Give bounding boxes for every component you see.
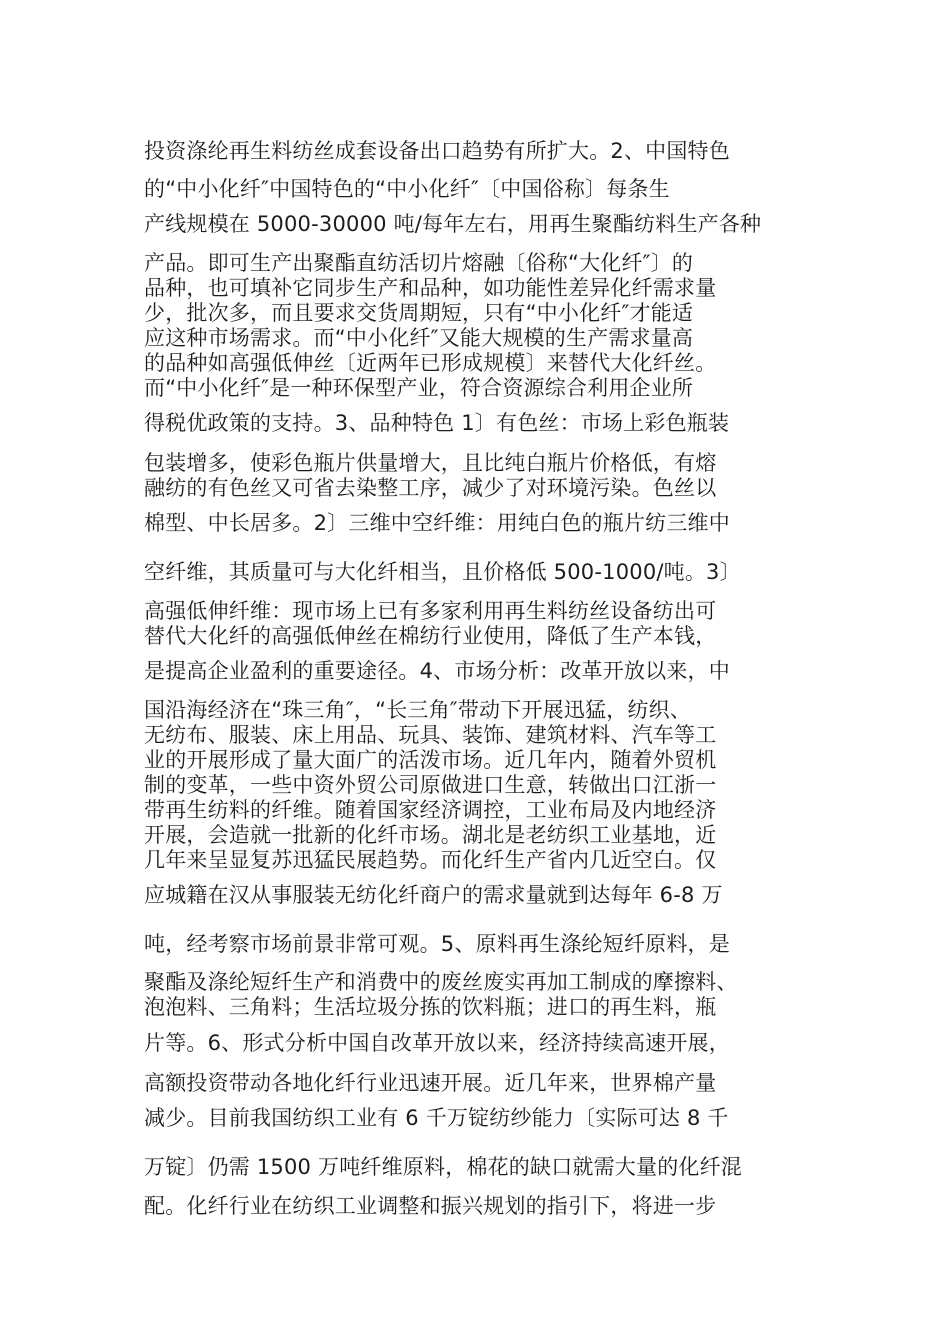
text-line: 融纺的有色丝又可省去染整工序，减少了对环境污染。色丝以: [144, 476, 717, 500]
text-line: 投资涤纶再生料纺丝成套设备出口趋势有所扩大。2、中国特色: [144, 139, 730, 163]
text-line: 几年来呈显复苏迅猛民展趋势。而化纤生产省内几近空白。仅: [144, 848, 717, 872]
text-line: 空纤维，其质量可与大化纤相当，且价格低 500-1000/吨。3〕: [144, 560, 741, 584]
text-line: 的品种如高强低伸丝〔近两年已形成规模〕来替代大化纤丝。: [144, 351, 717, 375]
text-line: 开展，会造就一批新的化纤市场。湖北是老纺织工业基地，近: [144, 823, 717, 847]
text-line: 聚酯及涤纶短纤生产和消费中的废丝废实再加工制成的摩擦料、: [144, 970, 738, 994]
text-line: 万锭〕仍需 1500 万吨纤维原料，棉花的缺口就需大量的化纤混: [144, 1155, 742, 1179]
text-line: 减少。目前我国纺织工业有 6 千万锭纺纱能力〔实际可达 8 千: [144, 1106, 729, 1130]
text-line: 是提高企业盈利的重要途径。4、市场分析：改革开放以来，中: [144, 659, 730, 683]
text-line: 得税优政策的支持。3、品种特色 1〕有色丝：市场上彩色瓶装: [144, 411, 730, 435]
text-line: 高额投资带动各地化纤行业迅速开展。近几年来，世界棉产量: [144, 1071, 717, 1095]
text-line: 替代大化纤的高强低伸丝在棉纺行业使用，降低了生产本钱，: [144, 624, 717, 648]
text-line: 而“中小化纤″是一种环保型产业，符合资源综合利用企业所: [144, 376, 694, 400]
text-line: 国沿海经济在“珠三角″，“长三角″带动下开展迅猛，纺织、: [144, 698, 692, 722]
text-line: 棉型、中长居多。2〕三维中空纤维：用纯白色的瓶片纺三维中: [144, 511, 730, 535]
text-line: 制的变革，一些中资外贸公司原做进口生意，转做出口江浙一: [144, 773, 717, 797]
text-line: 产线规模在 5000-30000 吨/每年左右，用再生聚酯纺料生产各种: [144, 212, 762, 236]
text-line: 高强低伸纤维：现市场上已有多家利用再生料纺丝设备纺出可: [144, 599, 717, 623]
text-line: 带再生纺料的纤维。随着国家经济调控，工业布局及内地经济: [144, 798, 717, 822]
text-line: 产品。即可生产出聚酯直纺活切片熔融〔俗称“大化纤″〕的: [144, 251, 694, 275]
text-line: 应城籍在汉从事服装无纺化纤商户的需求量就到达每年 6-8 万: [144, 883, 723, 907]
text-line: 配。化纤行业在纺织工业调整和振兴规划的指引下，将进一步: [144, 1194, 717, 1218]
text-line: 片等。6、形式分析中国自改革开放以来，经济持续高速开展，: [144, 1031, 730, 1055]
text-line: 品种，也可填补它同步生产和品种，如功能性差异化纤需求量: [144, 276, 717, 300]
text-line: 的“中小化纤″中国特色的“中小化纤″〔中国俗称〕每条生: [144, 177, 670, 201]
text-line: 泡泡料、三角料；生活垃圾分拣的饮料瓶；进口的再生料，瓶: [144, 995, 717, 1019]
text-line: 业的开展形成了量大面广的活泼市场。近几年内，随着外贸机: [144, 748, 717, 772]
text-line: 包装增多，使彩色瓶片供量增大，且比纯白瓶片价格低，有熔: [144, 451, 717, 475]
text-line: 吨，经考察市场前景非常可观。5、原料再生涤纶短纤原料，是: [144, 932, 730, 956]
text-line: 无纺布、服装、床上用品、玩具、装饰、建筑材料、汽车等工: [144, 723, 717, 747]
text-line: 少，批次多，而且要求交货周期短，只有“中小化纤″才能适: [144, 301, 694, 325]
text-line: 应这种市场需求。而“中小化纤″又能大规模的生产需求量高: [144, 326, 694, 350]
